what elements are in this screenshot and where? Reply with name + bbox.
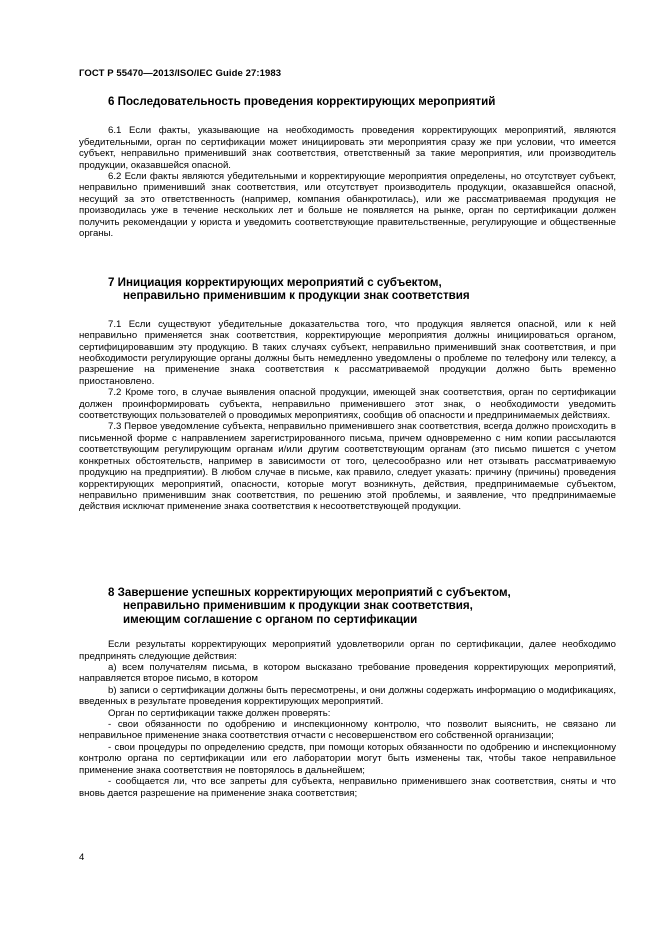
paragraph-8-intro: Если результаты корректирующих мероприятий удовлетворили орган по сертификации, далее необходимо предпринять следующие действия:	[79, 639, 616, 662]
section-8	[79, 586, 616, 799]
paragraph-6-2: 6.2 Если факты являются убедительными и корректирующие мероприятия определены, но отсутствует субъект, неправильно применивший знак соответствия, или отсутствует производитель продукции, оказавшейся опасной, несущий за это ответственность (например, компания обанкротилась), или же рассматриваемая продукция не производилась уже в течение нескольких лет и больше не появляется на рынке, орган по сертификации должен получить рекомендации у юриста и уведомить соответствующие правительственные, регулирующие и общественные органы.	[79, 171, 616, 240]
section-7-title-line-2: неправильно применившим к продукции знак соответствия	[123, 289, 470, 303]
paragraph-6-1: 6.1 Если факты, указывающие на необходимость проведения корректирующих мероприятий, являются убедительными, орган по сертификации может инициировать эти мероприятия сразу же при условии, что имеется субъект, неправильно применивший знак соответствия, ответственный за такие мероприятия, или производитель продукции, оказавшейся опасной.	[79, 125, 616, 171]
paragraph-8-checks: Орган по сертификации также должен проверять:	[108, 707, 331, 719]
section-7	[79, 276, 616, 513]
document-header: ГОСТ Р 55470—2013/ISO/IEC Guide 27:1983	[79, 68, 282, 79]
paragraph-7-2: 7.2 Кроме того, в случае выявления опасной продукции, имеющей знак соответствия, орган по сертификации должен проинформировать субъекта, неправильно применившего этот знак, о необходимости уведомить соответствующих пользователей о проводимых мероприятиях, сообщив об опасности и предпринимаемых действиях.	[79, 387, 616, 422]
bullet-item-1: - свои обязанности по одобрению и инспекционному контролю, что позволит выяснить, не связано ли неправильное применение знака соответствия отчасти с несовершенством его собственной организации;	[79, 719, 616, 742]
section-8-body	[79, 639, 616, 799]
section-6	[79, 95, 616, 239]
section-8-title-line-2: неправильно применившим к продукции знак соответствия,	[123, 599, 473, 613]
page-number: 4	[79, 852, 85, 863]
section-8-title	[108, 586, 616, 626]
section-7-title	[108, 276, 616, 303]
list-item-b: b) записи о сертификации должны быть пересмотрены, и они должны содержать информацию о модификациях, введенных в результате проведения корректирующих мероприятий.	[79, 684, 616, 708]
section-8-title-line-3: имеющим соглашение с органом по сертификации	[123, 612, 418, 626]
list-item-a: a) всем получателям письма, в котором высказано требование проведения корректирующих мероприятий, направляется второе письмо, в котором	[79, 662, 616, 685]
section-7-body	[79, 319, 616, 513]
paragraph-7-3: 7.3 Первое уведомление субъекта, неправильно применившего знак соответствия, всегда должно происходить в письменной форме с направлением зарегистрированного письма, причем одновременно с ним копии рассылаются соответствующим регулирующим органам и/или другим соответствующим органам (это письмо пишется с учетом конкретных обстоятельств, например в зависимости от того, целесообразно или нет отзывать рассматриваемую продукцию на предприятии). В любом случае в письме, как правило, следует указать: причину (причины) проведения корректирующих мероприятий, опасности, которые могут возникнуть, действия, предпринимаемые субъектом, неправильно применившим знак соответствия, по решению этой проблемы, и заявление, что предпринимаемые действия исключат применение знака соответствия к несоответствующей продукции.	[79, 421, 616, 513]
section-6-title: 6 Последовательность проведения корректирующих мероприятий	[108, 95, 496, 108]
section-6-body	[79, 125, 616, 239]
section-8-title-line-1: 8 Завершение успешных корректирующих мероприятий с субъектом,	[108, 586, 511, 599]
bullet-item-2: - свои процедуры по определению средств, при помощи которых обязанности по одобрению и инспекционному контролю органа по сертификации или его лаборатории могут быть изменены так, чтобы такое неправильное применение знака соответствия не повторялось в дальнейшем;	[79, 741, 616, 776]
section-7-title-line-1: 7 Инициация корректирующих мероприятий с субъектом,	[108, 276, 442, 289]
bullet-item-3: - сообщается ли, что все запреты для субъекта, неправильно применившего знак соответствия, сняты и что вновь дается разрешение на применение знака соответствия;	[79, 776, 616, 799]
paragraph-7-1: 7.1 Если существуют убедительные доказательства того, что продукция является опасной, или к ней неправильно применяется знак соответствия, корректирующие мероприятия должны инициироваться органом, сертифицировавшим эту продукцию. В таких случаях субъект, неправильно применивший знак соответствия, и при необходимости регулирующие органы должны быть немедленно уведомлены о проблеме по телефону или телексу, а разрешение на применение знака соответствия к рассматриваемой продукции должно быть временно приостановлено.	[79, 318, 616, 387]
